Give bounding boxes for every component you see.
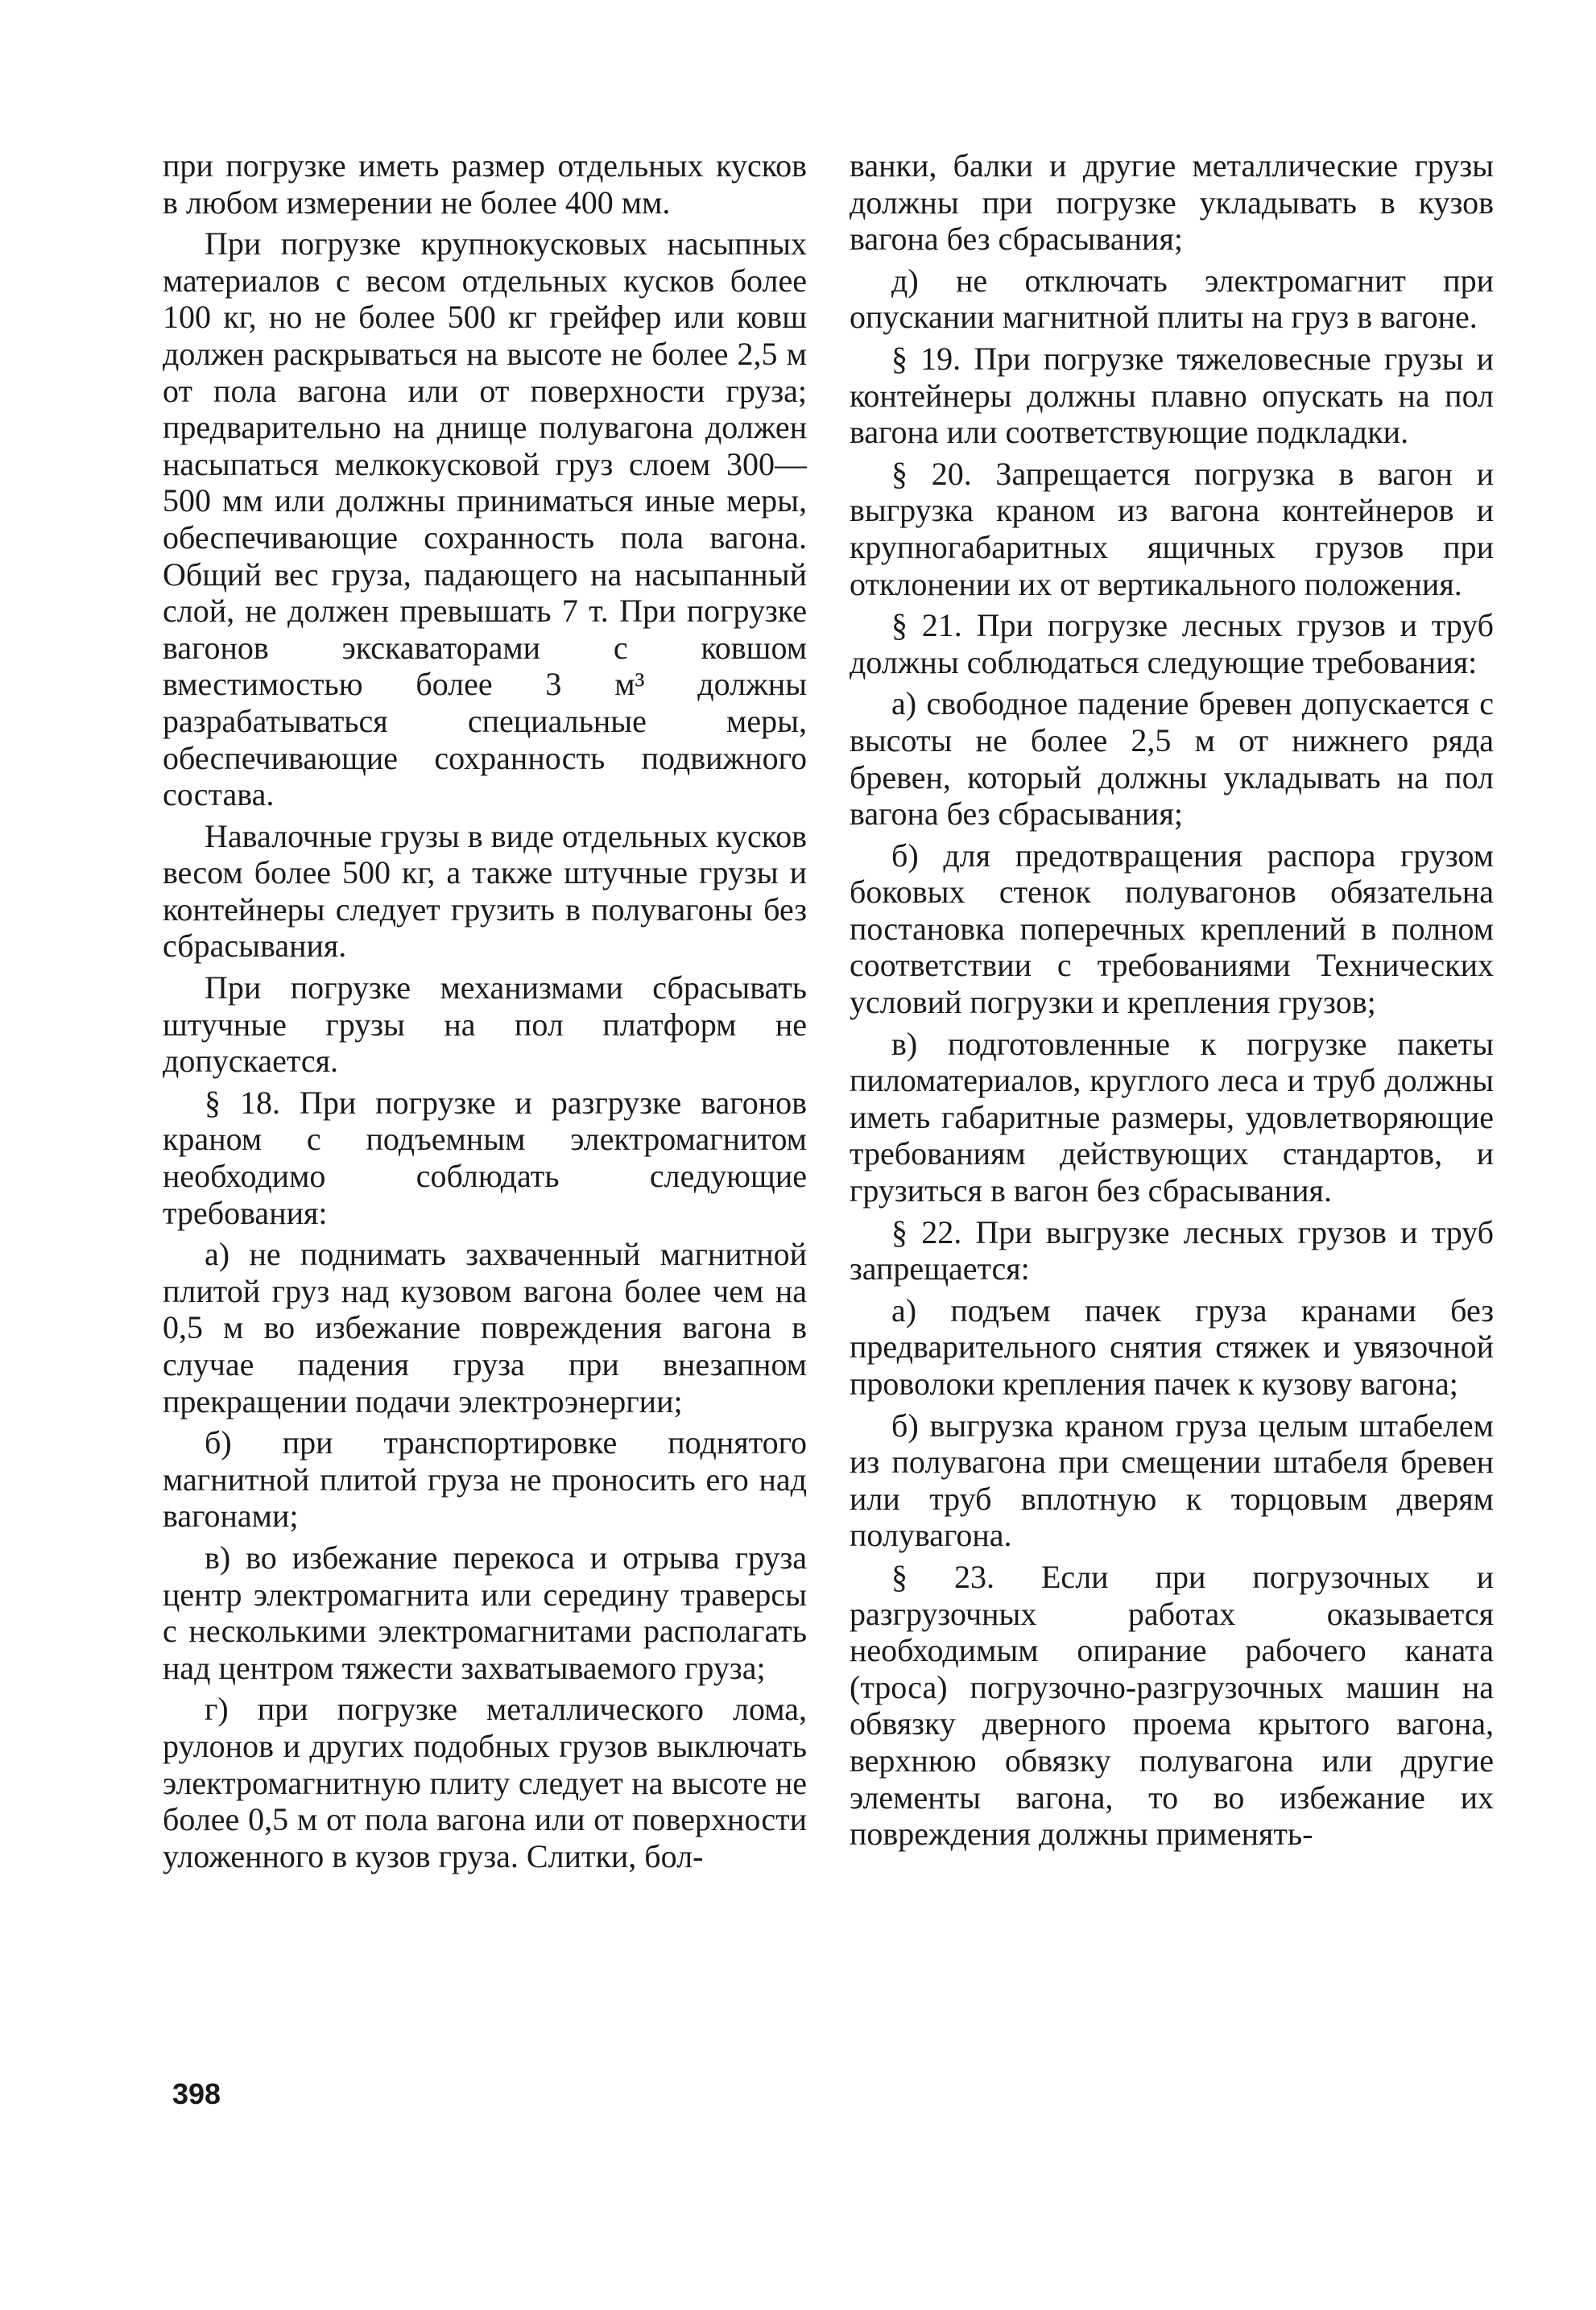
list-item-b: б) выгрузка краном груза целым штабелем из полувагона при смещении штабеля бревен или труб вплотную к торцовым дверям полувагона.	[850, 1407, 1494, 1554]
list-item-b: б) для предотвращения распора грузом боковых стенок полувагонов обязательна постановка поперечных креплений в полном соответствии с требованиями Технических условий погрузки и крепления грузов;	[850, 837, 1494, 1021]
paragraph: Навалочные грузы в виде отдельных кусков весом более 500 кг, а также штучные грузы и контейнеры следует грузить в полувагоны без сбрасывания.	[163, 817, 807, 965]
list-item-v: в) во избежание перекоса и отрыва груза центр электромагнита или середину траверсы с несколькими электромагнитами располагать над центром тяжести захватываемого груза;	[163, 1539, 807, 1686]
list-item-v: в) подготовленные к погрузке пакеты пиломатериалов, круглого леса и труб должны иметь габаритные размеры, удовлетворяющие требованиям действующих стандартов, и грузиться в вагон без сбрасывания.	[850, 1025, 1494, 1209]
section-22-paragraph: § 22. При выгрузке лесных грузов и труб запрещается:	[850, 1213, 1494, 1287]
list-item-a: а) подъем пачек груза кранами без предварительного снятия стяжек и увязочной проволоки крепления пачек к кузову вагона;	[850, 1291, 1494, 1402]
list-item-g: г) при погрузке металлического лома, рулонов и других подобных грузов выключать электромагнитную плиту следует на высоте не более 0,5 м от пола вагона или от поверхности уложенного в кузов груза. Слитки, бол-	[163, 1691, 807, 1874]
section-20-paragraph: § 20. Запрещается погрузка в вагон и выгрузка краном из вагона контейнеров и крупногабаритных ящичных грузов при отклонении их от вертикального положения.	[850, 455, 1494, 602]
paragraph: При погрузке крупнокусковых насыпных материалов с весом отдельных кусков более 100 кг, но не более 500 кг грейфер или ковш должен раскрываться на высоте не более 2,5 м от пола вагона или от поверхности груза; предварительно на днище полувагона должен насыпаться мелкокусковой груз слоем 300—500 мм или должны приниматься иные меры, обеспечивающие сохранность пола вагона. Общий вес груза, падающего на насыпанный слой, не должен превышать 7 т. При погрузке вагонов экскаваторами с ковшом вместимостью более 3 м³ должны разрабатываться специальные меры, обеспечивающие сохранность подвижного состава.	[163, 225, 807, 813]
section-19-paragraph: § 19. При погрузке тяжеловесные грузы и контейнеры должны плавно опускать на пол вагона или соответствующие подкладки.	[850, 340, 1494, 451]
list-item-a: а) свободное падение бревен допускается с высоты не более 2,5 м от нижнего ряда бревен, который должны укладывать на пол вагона без сбрасывания;	[850, 685, 1494, 833]
paragraph: При погрузке механизмами сбрасывать штучные грузы на пол платформ не допускается.	[163, 969, 807, 1080]
paragraph: при погрузке иметь размер отдельных кусков в любом измерении не более 400 мм.	[163, 147, 807, 221]
left-column	[163, 147, 807, 1879]
list-item-d: д) не отключать электромагнит при опускании магнитной плиты на груз в вагоне.	[850, 262, 1494, 336]
section-23-paragraph: § 23. Если при погрузочных и разгрузочных работах оказывается необходимым опирание рабочего каната (троса) погрузочно-разгрузочных машин на обвязку дверного проема крытого вагона, верхнюю обвязку полувагона или другие элементы вагона, то во избежание их повреждения должны применять-	[850, 1558, 1494, 1853]
list-item-a: а) не поднимать захваченный магнитной плитой груз над кузовом вагона более чем на 0,5 м во избежание повреждения вагона в случае падения груза при внезапном прекращении подачи электроэнергии;	[163, 1236, 807, 1419]
section-21-paragraph: § 21. При погрузке лесных грузов и труб должны соблюдаться следующие требования:	[850, 607, 1494, 680]
page-number: 398	[172, 2077, 221, 2110]
list-item-b: б) при транспортировке поднятого магнитной плитой груза не проносить его над вагонами;	[163, 1424, 807, 1535]
paragraph: ванки, балки и другие металлические грузы должны при погрузке укладывать в кузов вагона без сбрасывания;	[850, 147, 1494, 258]
right-column	[850, 147, 1494, 1858]
section-18-heading-paragraph: § 18. При погрузке и разгрузке вагонов краном с подъемным электромагнитом необходимо соблюдать следующие требования:	[163, 1084, 807, 1231]
